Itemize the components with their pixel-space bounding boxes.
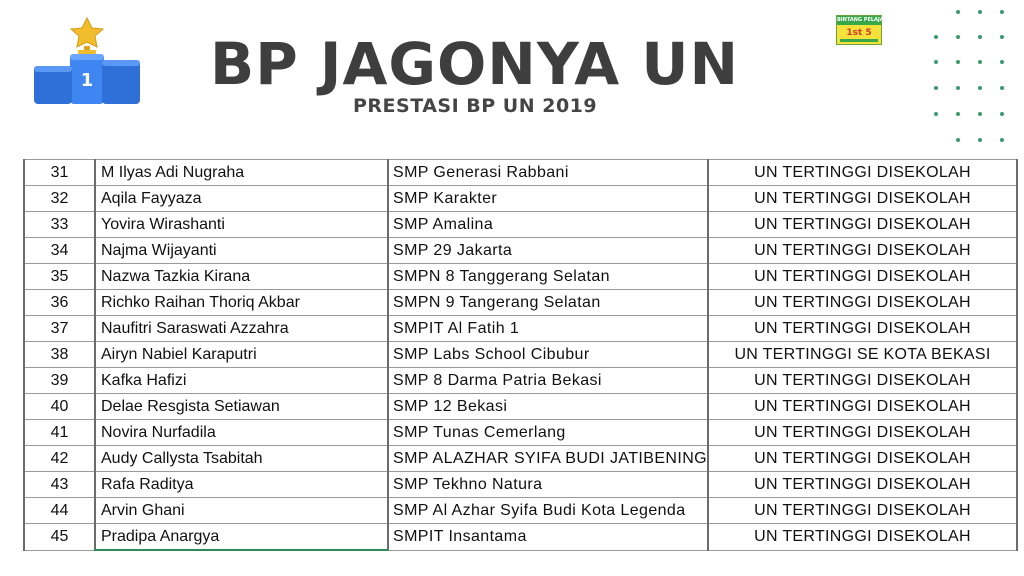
achievement-table [23, 159, 1018, 551]
decorative-dots [900, 0, 1024, 150]
student-name-cell: Najma Wijayanti [95, 238, 388, 264]
school-cell: SMP Amalina [388, 212, 708, 238]
achievement-cell: UN TERTINGGI DISEKOLAH [708, 498, 1017, 524]
table-row [24, 160, 1017, 186]
achievement-cell: UN TERTINGGI DISEKOLAH [708, 212, 1017, 238]
table-row [24, 368, 1017, 394]
student-name-cell: Naufitri Saraswati Azzahra [95, 316, 388, 342]
row-number-cell: 31 [24, 160, 95, 186]
achievement-cell: UN TERTINGGI DISEKOLAH [708, 160, 1017, 186]
achievement-cell: UN TERTINGGI DISEKOLAH [708, 446, 1017, 472]
row-number-cell: 37 [24, 316, 95, 342]
achievement-cell: UN TERTINGGI DISEKOLAH [708, 264, 1017, 290]
student-name-cell: Delae Resgista Setiawan [95, 394, 388, 420]
table-row [24, 420, 1017, 446]
school-cell: SMP 8 Darma Patria Bekasi [388, 368, 708, 394]
school-cell: SMP ALAZHAR SYIFA BUDI JATIBENING [388, 446, 708, 472]
student-name-cell: Audy Callysta Tsabitah [95, 446, 388, 472]
school-cell: SMPIT Al Fatih 1 [388, 316, 708, 342]
row-number-cell: 36 [24, 290, 95, 316]
student-name-cell: Yovira Wirashanti [95, 212, 388, 238]
student-name-cell: Arvin Ghani [95, 498, 388, 524]
achievement-cell: UN TERTINGGI DISEKOLAH [708, 472, 1017, 498]
school-cell: SMP Karakter [388, 186, 708, 212]
school-cell: SMPN 8 Tanggerang Selatan [388, 264, 708, 290]
school-cell: SMP 29 Jakarta [388, 238, 708, 264]
achievement-cell: UN TERTINGGI DISEKOLAH [708, 394, 1017, 420]
row-number-cell: 43 [24, 472, 95, 498]
table-row [24, 290, 1017, 316]
row-number-cell: 33 [24, 212, 95, 238]
podium-trophy-icon [30, 16, 144, 106]
achievement-cell: UN TERTINGGI DISEKOLAH [708, 420, 1017, 446]
school-cell: SMP Labs School Cibubur [388, 342, 708, 368]
student-name-cell: Kafka Hafizi [95, 368, 388, 394]
logo-badge: 1st 5 [846, 28, 872, 38]
school-cell: SMP Generasi Rabbani [388, 160, 708, 186]
row-number-cell: 35 [24, 264, 95, 290]
student-name-cell: Aqila Fayyaza [95, 186, 388, 212]
row-number-cell: 32 [24, 186, 95, 212]
achievement-cell: UN TERTINGGI DISEKOLAH [708, 524, 1017, 551]
school-cell: SMPIT Insantama [388, 524, 708, 551]
achievement-cell: UN TERTINGGI SE KOTA BEKASI [708, 342, 1017, 368]
student-name-cell: Rafa Raditya [95, 472, 388, 498]
page-title: BP JAGONYA UN [210, 30, 739, 98]
table-row [24, 264, 1017, 290]
table-row [24, 472, 1017, 498]
row-number-cell: 34 [24, 238, 95, 264]
student-name-cell: M Ilyas Adi Nugraha [95, 160, 388, 186]
table-row [24, 342, 1017, 368]
school-cell: SMP Tunas Cemerlang [388, 420, 708, 446]
page-subtitle: PRESTASI BP UN 2019 [353, 95, 598, 117]
school-cell: SMP Tekhno Natura [388, 472, 708, 498]
table-row [24, 394, 1017, 420]
school-cell: SMPN 9 Tangerang Selatan [388, 290, 708, 316]
podium-rank-label: 1 [80, 70, 94, 91]
row-number-cell: 39 [24, 368, 95, 394]
logo-text: BINTANG PELAJAR [837, 17, 888, 23]
brand-logo [836, 15, 888, 45]
achievement-cell: UN TERTINGGI DISEKOLAH [708, 368, 1017, 394]
achievement-cell: UN TERTINGGI DISEKOLAH [708, 316, 1017, 342]
student-name-cell: Novira Nurfadila [95, 420, 388, 446]
school-cell: SMP 12 Bekasi [388, 394, 708, 420]
student-name-cell: Richko Raihan Thoriq Akbar [95, 290, 388, 316]
table-row [24, 186, 1017, 212]
table-row [24, 446, 1017, 472]
row-number-cell: 40 [24, 394, 95, 420]
row-number-cell: 41 [24, 420, 95, 446]
row-number-cell: 44 [24, 498, 95, 524]
row-number-cell: 45 [24, 524, 95, 551]
student-name-cell: Pradipa Anargya [95, 524, 388, 551]
row-number-cell: 38 [24, 342, 95, 368]
row-number-cell: 42 [24, 446, 95, 472]
achievement-cell: UN TERTINGGI DISEKOLAH [708, 186, 1017, 212]
achievement-cell: UN TERTINGGI DISEKOLAH [708, 238, 1017, 264]
table-row [24, 524, 1017, 551]
student-name-cell: Airyn Nabiel Karaputri [95, 342, 388, 368]
table-row [24, 498, 1017, 524]
table-row [24, 212, 1017, 238]
table-row [24, 238, 1017, 264]
table-row [24, 316, 1017, 342]
school-cell: SMP Al Azhar Syifa Budi Kota Legenda [388, 498, 708, 524]
achievement-cell: UN TERTINGGI DISEKOLAH [708, 290, 1017, 316]
student-name-cell: Nazwa Tazkia Kirana [95, 264, 388, 290]
